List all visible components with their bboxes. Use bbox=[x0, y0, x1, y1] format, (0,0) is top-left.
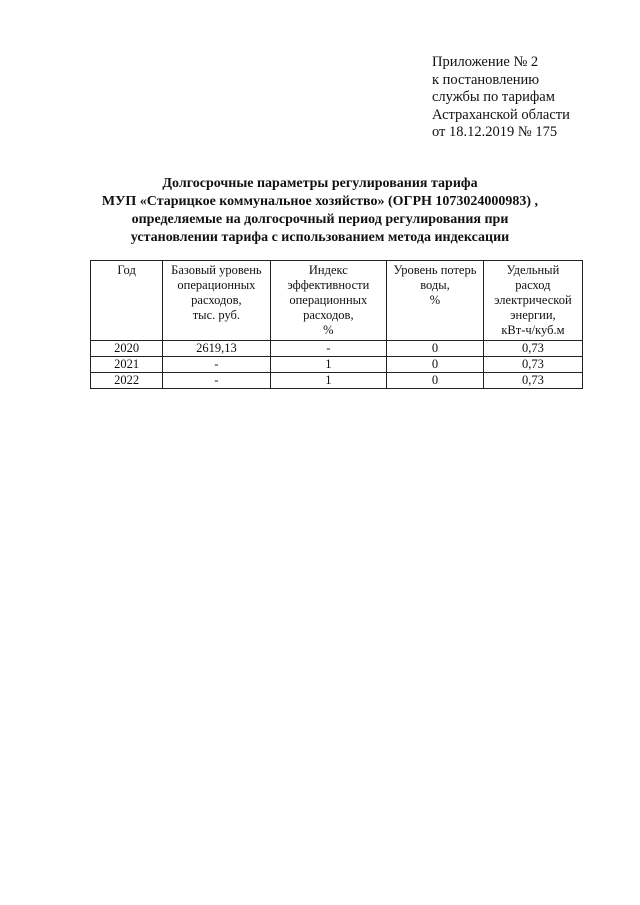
cell-base-opex: - bbox=[163, 357, 270, 373]
cell-year: 2021 bbox=[91, 357, 163, 373]
table-row bbox=[91, 373, 583, 389]
title-line: Долгосрочные параметры регулирования тарифа bbox=[162, 176, 478, 191]
cell-efficiency-index: 1 bbox=[270, 373, 387, 389]
appendix-line: службы по тарифам bbox=[432, 89, 555, 105]
table-header-row bbox=[91, 261, 583, 341]
header-water-loss: Уровень потерь воды, % bbox=[387, 261, 484, 341]
cell-base-opex: - bbox=[163, 373, 270, 389]
parameters-table bbox=[90, 260, 583, 389]
title-line: МУП «Старицкое коммунальное хозяйство» (ОГРН 1073024000983) , bbox=[101, 194, 539, 209]
cell-base-opex: 2619,13 bbox=[163, 341, 270, 357]
cell-water-loss: 0 bbox=[387, 373, 484, 389]
cell-year: 2020 bbox=[91, 341, 163, 357]
title-line: определяемые на долгосрочный период регулирования при bbox=[131, 212, 509, 227]
title-line: установлении тарифа с использованием метода индексации bbox=[130, 230, 510, 245]
appendix-note bbox=[432, 54, 570, 142]
appendix-line: Астраханской области bbox=[432, 106, 570, 123]
table-row bbox=[91, 357, 583, 373]
header-base-opex: Базовый уровень операционных расходов, тыс. руб. bbox=[163, 261, 270, 341]
cell-energy-consumption: 0,73 bbox=[483, 373, 582, 389]
cell-energy-consumption: 0,73 bbox=[483, 341, 582, 357]
cell-efficiency-index: 1 bbox=[270, 357, 387, 373]
cell-efficiency-index: - bbox=[270, 341, 387, 357]
cell-water-loss: 0 bbox=[387, 357, 484, 373]
cell-energy-consumption: 0,73 bbox=[483, 357, 582, 373]
cell-water-loss: 0 bbox=[387, 341, 484, 357]
header-year: Год bbox=[91, 261, 163, 341]
appendix-line: Приложение № 2 bbox=[432, 54, 539, 70]
table-row bbox=[91, 341, 583, 357]
appendix-line: от 18.12.2019 № 175 bbox=[432, 124, 558, 140]
document-title bbox=[60, 175, 580, 247]
appendix-line: к постановлению bbox=[432, 71, 540, 88]
header-efficiency-index: Индекс эффективности операционных расходов, % bbox=[270, 261, 387, 341]
cell-year: 2022 bbox=[91, 373, 163, 389]
header-energy-consumption: Удельный расход электрической энергии, кВт-ч/куб.м bbox=[483, 261, 582, 341]
